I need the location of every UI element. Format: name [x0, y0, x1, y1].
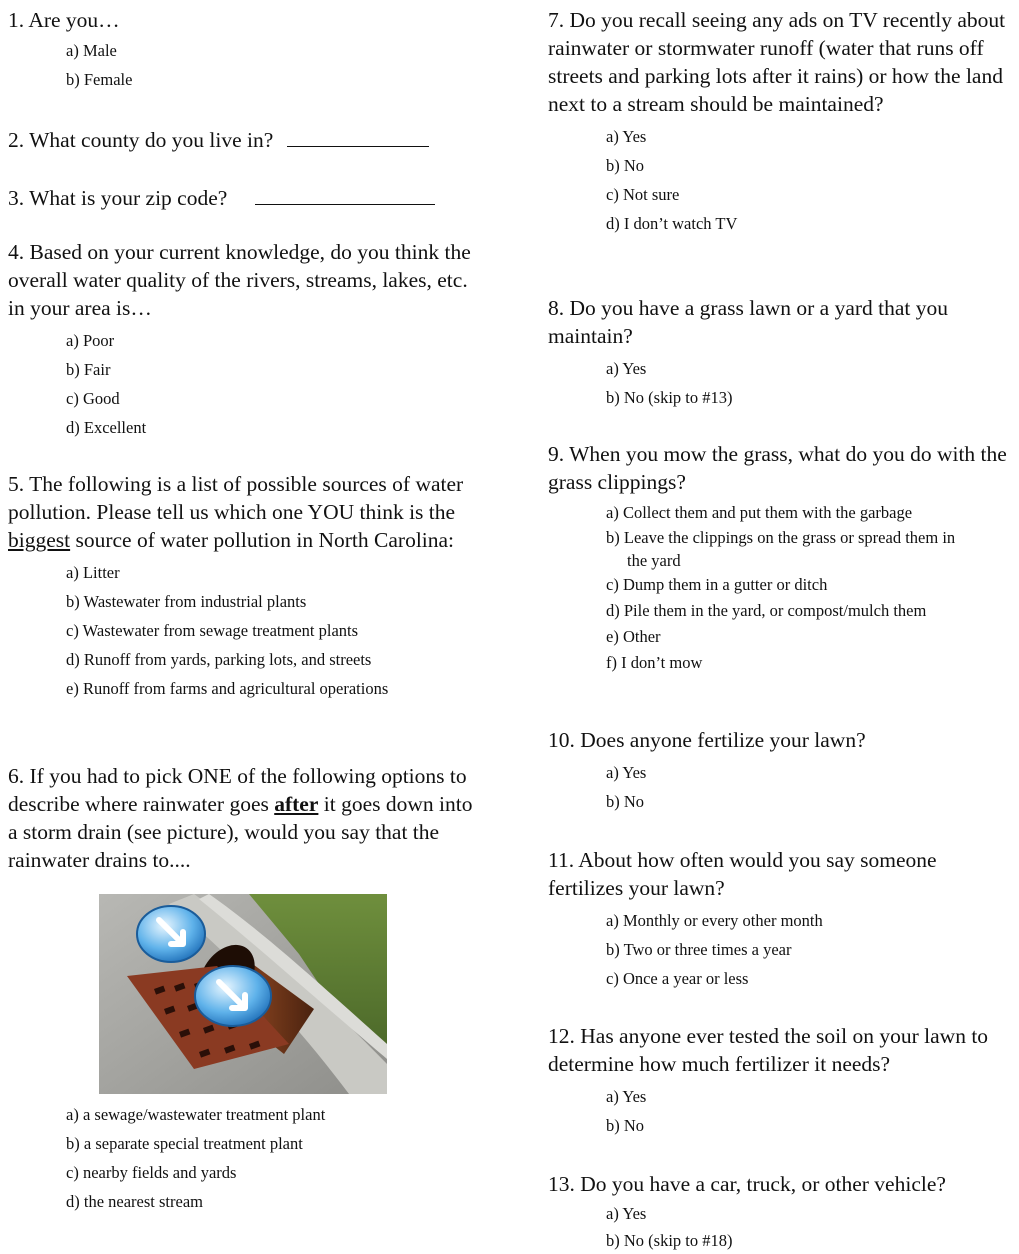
question-3-text: 3. What is your zip code? [8, 186, 228, 210]
question-11 [548, 846, 1014, 993]
q6-option-c[interactable]: c) nearby fields and yards [66, 1163, 237, 1182]
question-4 [8, 238, 478, 442]
question-8-text: 8. Do you have a grass lawn or a yard that you maintain? [548, 296, 949, 348]
q10-option-a[interactable]: a) Yes [606, 763, 647, 782]
question-11-text: 11. About how often would you say someone fertilizes your lawn? [548, 848, 937, 900]
question-1-text: 1. Are you… [8, 8, 120, 32]
question-13-text: 13. Do you have a car, truck, or other vehicle? [548, 1172, 946, 1196]
question-13 [548, 1170, 1014, 1254]
q4-option-a[interactable]: a) Poor [66, 331, 115, 350]
q11-option-c[interactable]: c) Once a year or less [606, 969, 749, 988]
q8-option-b[interactable]: b) No (skip to #13) [606, 388, 733, 407]
q7-option-c[interactable]: c) Not sure [606, 185, 680, 204]
q9-option-c[interactable]: c) Dump them in a gutter or ditch [606, 575, 828, 594]
q5-option-c[interactable]: c) Wastewater from sewage treatment plants [66, 621, 359, 640]
q4-option-d[interactable]: d) Excellent [66, 418, 147, 437]
q7-option-b[interactable]: b) No [606, 156, 645, 175]
q9-option-f[interactable]: f) I don’t mow [606, 653, 703, 672]
question-1 [8, 6, 478, 94]
question-12 [548, 1022, 1014, 1140]
q11-option-a[interactable]: a) Monthly or every other month [606, 911, 823, 930]
county-answer-blank[interactable] [287, 124, 429, 147]
q4-option-c[interactable]: c) Good [66, 389, 120, 408]
q1-option-b[interactable]: b) Female [66, 70, 133, 89]
q5-option-d[interactable]: d) Runoff from yards, parking lots, and streets [66, 650, 372, 669]
question-8 [548, 294, 1014, 412]
question-4-text: 4. Based on your current knowledge, do you think the overall water quality of the rivers, streams, lakes, etc. in your area is… [8, 240, 471, 320]
emphasis-after: after [274, 792, 319, 816]
emphasis-biggest: biggest [8, 528, 71, 552]
arrow-bubble-icon-2 [195, 966, 271, 1026]
q9-option-e[interactable]: e) Other [606, 627, 661, 646]
q5-option-e[interactable]: e) Runoff from farms and agricultural operations [66, 679, 389, 698]
q13-option-b[interactable]: b) No (skip to #18) [606, 1231, 733, 1250]
q9-option-a[interactable]: a) Collect them and put them with the garbage [606, 503, 913, 522]
q5-option-b[interactable]: b) Wastewater from industrial plants [66, 592, 307, 611]
q12-option-b[interactable]: b) No [606, 1116, 645, 1135]
question-7 [548, 6, 1014, 238]
storm-drain-photo [99, 894, 387, 1094]
question-9-text: 9. When you mow the grass, what do you do with the grass clippings? [548, 442, 1007, 494]
question-6-options [8, 1100, 478, 1216]
q9-option-b-continued: the yard [627, 551, 681, 570]
question-10-text: 10. Does anyone fertilize your lawn? [548, 728, 866, 752]
q11-option-b[interactable]: b) Two or three times a year [606, 940, 792, 959]
question-3 [8, 182, 478, 212]
question-2 [8, 124, 478, 154]
q9-option-b[interactable]: b) Leave the clippings on the grass or spread them in [606, 528, 956, 547]
q10-option-b[interactable]: b) No [606, 792, 645, 811]
question-5 [8, 470, 478, 703]
q9-option-d[interactable]: d) Pile them in the yard, or compost/mulch them [606, 601, 927, 620]
q7-option-d[interactable]: d) I don’t watch TV [606, 214, 738, 233]
zip-answer-blank[interactable] [255, 182, 435, 205]
q7-option-a[interactable]: a) Yes [606, 127, 647, 146]
q1-option-a[interactable]: a) Male [66, 41, 117, 60]
question-6 [8, 762, 486, 874]
question-12-text: 12. Has anyone ever tested the soil on your lawn to determine how much fertilizer it needs? [548, 1024, 989, 1076]
q8-option-a[interactable]: a) Yes [606, 359, 647, 378]
question-9 [548, 440, 1014, 676]
q6-option-d[interactable]: d) the nearest stream [66, 1192, 203, 1211]
q13-option-a[interactable]: a) Yes [606, 1204, 647, 1223]
question-2-text: 2. What county do you live in? [8, 128, 274, 152]
question-5-text: 5. The following is a list of possible sources of water pollution. Please tell us which one YOU think is the biggest source of water pollution in North Carolina: [8, 472, 464, 552]
question-10 [548, 726, 1014, 816]
q5-option-a[interactable]: a) Litter [66, 563, 120, 582]
q4-option-b[interactable]: b) Fair [66, 360, 111, 379]
q12-option-a[interactable]: a) Yes [606, 1087, 647, 1106]
q6-option-a[interactable]: a) a sewage/wastewater treatment plant [66, 1105, 326, 1124]
question-7-text: 7. Do you recall seeing any ads on TV recently about rainwater or stormwater runoff (water that runs off streets and parking lots after it rains) or how the land next to a stream should be maintained? [548, 8, 1006, 116]
arrow-bubble-icon-1 [137, 906, 205, 962]
question-6-text: 6. If you had to pick ONE of the following options to describe where rainwater goes after it goes down into a storm drain (see picture), would you say that the rainwater drains to.... [8, 764, 473, 872]
q6-option-b[interactable]: b) a separate special treatment plant [66, 1134, 303, 1153]
